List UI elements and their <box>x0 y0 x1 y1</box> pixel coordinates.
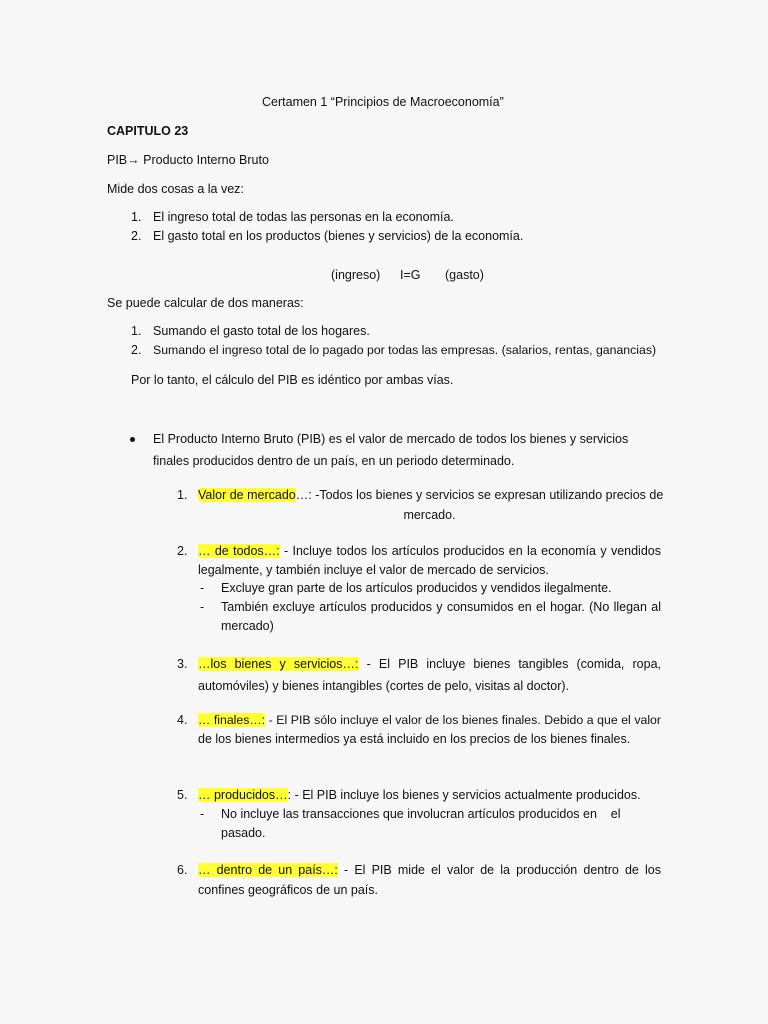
definition-line-2: finales producidos dentro de un país, en un periodo determinado. <box>153 454 515 468</box>
item-line <box>198 544 661 558</box>
highlighted-term: Valor de mercado <box>198 488 296 502</box>
calc-intro: Se puede calcular de dos maneras: <box>107 296 304 310</box>
sub-item-line-2: pasado. <box>221 826 266 840</box>
item-text: - El PIB incluye bienes tangibles (comida, ropa, <box>358 657 662 671</box>
list-item: El gasto total en los productos (bienes y servicios) de la economía. <box>153 229 524 243</box>
list-item-number: 2. <box>177 544 188 558</box>
list-item-number: 6. <box>177 863 188 877</box>
conclusion: Por lo tanto, el cálculo del PIB es idéntico por ambas vías. <box>131 373 454 387</box>
highlighted-term: … finales…: <box>198 713 266 727</box>
sub-item: También excluye artículos producidos y consumidos en el hogar. (No llegan al <box>221 600 661 614</box>
list-item-number: 3. <box>177 657 188 671</box>
item-line <box>198 713 661 727</box>
list-item-number: 1. <box>177 488 188 502</box>
equation-left: (ingreso) <box>331 268 381 282</box>
pib-definition-line <box>107 153 269 167</box>
item-line-2: mercado. <box>403 508 456 522</box>
list-item-number: 4. <box>177 713 188 727</box>
list-item: El ingreso total de todas las personas en la economía. <box>153 210 454 224</box>
list-item-number: 2. <box>131 229 142 243</box>
sub-item-dash: - <box>200 807 205 821</box>
chapter-heading: CAPITULO 23 <box>107 124 189 138</box>
list-item: Sumando el gasto total de los hogares. <box>153 324 370 338</box>
item-text: - El PIB sólo incluye el valor de los bienes finales. Debido a que el valor <box>265 713 661 727</box>
measures-intro: Mide dos cosas a la vez: <box>107 182 244 196</box>
list-item-number: 5. <box>177 788 188 802</box>
item-line <box>198 863 661 877</box>
item-line <box>198 657 661 671</box>
pib-name: Producto Interno Bruto <box>143 153 269 167</box>
sub-item: No incluye las transacciones que involucran artículos producidos en el <box>221 807 621 821</box>
equation-right: (gasto) <box>445 268 484 282</box>
item-text: …: -Todos los bienes y servicios se expresan utilizando precios de <box>295 488 664 502</box>
pib-abbr: PIB <box>107 153 128 167</box>
item-text: - El PIB mide el valor de la producción dentro de los <box>337 863 661 877</box>
equation-middle: I=G <box>400 268 421 282</box>
page-title: Certamen 1 “Principios de Macroeconomía” <box>262 95 504 109</box>
highlighted-term: … de todos…: <box>198 544 280 558</box>
definition-line-1: El Producto Interno Bruto (PIB) es el valor de mercado de todos los bienes y servicios <box>153 432 629 446</box>
highlighted-term: … producidos… <box>198 788 288 802</box>
bullet-icon <box>130 437 135 442</box>
item-line <box>198 788 641 802</box>
item-text: - Incluye todos los artículos producidos en la economía y vendidos <box>279 544 661 558</box>
sub-item-dash: - <box>200 600 205 614</box>
sub-item: Excluye gran parte de los artículos producidos y vendidos ilegalmente. <box>221 581 612 595</box>
item-text: : - El PIB incluye los bienes y servicios actualmente producidos. <box>287 788 641 802</box>
list-item-number: 1. <box>131 210 142 224</box>
highlighted-term: … dentro de un país…: <box>198 863 338 877</box>
item-line-2: automóviles) y bienes intangibles (cortes de pelo, visitas al doctor). <box>198 679 570 693</box>
list-item-number: 2. <box>131 343 142 357</box>
sub-item-line-2: mercado) <box>221 619 274 633</box>
item-line <box>198 488 664 502</box>
item-line-2: confines geográficos de un país. <box>198 883 378 897</box>
item-line-2: de los bienes intermedios ya está incluido en los precios de los bienes finales. <box>198 732 631 746</box>
right-arrow-icon: → <box>127 153 140 167</box>
highlighted-term: …los bienes y servicios…: <box>198 657 359 671</box>
list-item-number: 1. <box>131 324 142 338</box>
item-line-2: legalmente, y también incluye el valor de mercado de servicios. <box>198 563 549 577</box>
sub-item-dash: - <box>200 581 205 595</box>
list-item: Sumando el ingreso total de lo pagado por todas las empresas. (salarios, rentas, ganancias) <box>153 343 657 357</box>
